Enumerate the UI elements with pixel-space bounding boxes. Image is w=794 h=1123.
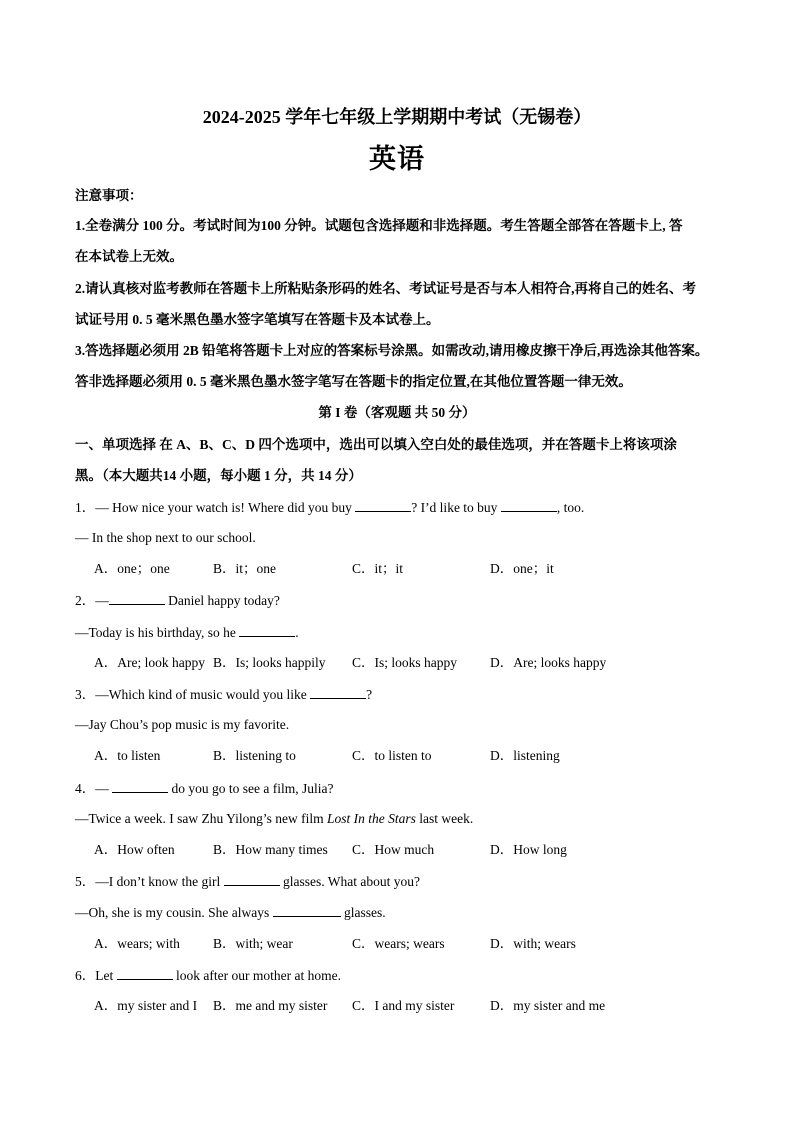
question-3-option-d: D．listening	[490, 748, 560, 763]
question-5-option-c: C．wears; wears	[352, 936, 445, 951]
section1-instructions-line-2: 黑。（本大题共14 小题，每小题 1 分，共 14 分）	[75, 468, 362, 483]
question-6-option-b: B．me and my sister	[213, 998, 328, 1013]
question-1-text-b: ? I’d like to buy	[411, 500, 501, 515]
question-5-option-d: D．with; wears	[490, 936, 576, 951]
question-6-stem	[75, 965, 725, 986]
question-4-option-c: C．How much	[352, 842, 435, 857]
answer-blank	[273, 902, 341, 917]
question-4-text-a: 4．—	[75, 781, 113, 796]
question-2-text-a: 2．—	[75, 593, 109, 608]
section1-instructions-line-1: 一、单项选择 在 A、B、C、D 四个选项中，选出可以填入空白处的最佳选项，并在答题卡上将该项涂	[75, 437, 677, 452]
question-3-option-a: A．to listen	[94, 748, 161, 763]
question-1-option-c: C．it；it	[352, 561, 404, 576]
question-3-text-b: ?	[366, 687, 373, 702]
question-6-option-a: A．my sister and I	[94, 998, 198, 1013]
question-5-option-b: B．with; wear	[213, 936, 293, 951]
question-2-reply-text-b: .	[295, 625, 299, 640]
note-3-line-1: 3.答选择题必须用 2B 铅笔将答题卡上对应的答案标号涂黑。如需改动,请用橡皮擦干净后,再选涂其他答案。	[75, 343, 709, 358]
note-2-line-2: 试证号用 0. 5 毫米黑色墨水签字笔填写在答题卡及本试卷上。	[75, 312, 440, 327]
question-1-text-a: 1．— How nice your watch is! Where did you buy	[75, 500, 356, 515]
film-title: Lost In the Stars	[327, 811, 416, 826]
question-4-reply	[75, 809, 725, 829]
note-1-line-1: 1.全卷满分 100 分。考试时间为100 分钟。试题包含选择题和非选择题。考生答题全部答在答题卡上, 答	[75, 218, 683, 233]
question-2-option-a: A．Are; look happy	[94, 655, 205, 670]
question-6-option-d: D．my sister and me	[490, 998, 606, 1013]
question-2-reply	[75, 622, 725, 643]
question-5-option-a: A．wears; with	[94, 936, 180, 951]
question-2-text-b: Daniel happy today?	[164, 593, 280, 608]
question-5-reply-text-a: —Oh, she is my cousin. She always	[75, 905, 273, 920]
subject-title: 英语	[369, 144, 425, 174]
question-3-stem	[75, 684, 725, 705]
question-3-option-c: C．to listen to	[352, 748, 432, 763]
question-4-reply-text-a: —Twice a week. I saw Zhu Yilong’s new film	[75, 811, 327, 826]
exam-title: 2024-2025 学年七年级上学期期中考试（无锡卷）	[202, 107, 592, 127]
question-3-text-a: 3．—Which kind of music would you like	[75, 687, 311, 702]
question-2-stem	[75, 590, 725, 611]
note-1-line-2: 在本试卷上无效。	[75, 249, 183, 264]
question-6-text-b: look after our mother at home.	[172, 968, 341, 983]
question-5-text-b: glasses. What about you?	[279, 874, 420, 889]
question-2-option-d: D．Are; looks happy	[490, 655, 607, 670]
question-2-reply-text-a: —Today is his birthday, so he	[75, 625, 240, 640]
question-1-option-b: B．it；one	[213, 561, 276, 576]
question-1-option-d: D．one；it	[490, 561, 554, 576]
question-2-option-b: B．Is; looks happily	[213, 655, 326, 670]
question-3-reply: —Jay Chou’s pop music is my favorite.	[75, 717, 290, 732]
question-5-stem	[75, 871, 725, 892]
question-4-option-d: D．How long	[490, 842, 567, 857]
question-5-reply-text-b: glasses.	[340, 905, 386, 920]
question-1-stem	[75, 497, 725, 518]
question-3-option-b: B．listening to	[213, 748, 296, 763]
answer-blank	[501, 497, 557, 512]
answer-blank	[239, 622, 295, 637]
answer-blank	[310, 684, 366, 699]
question-4-option-b: B．How many times	[213, 842, 328, 857]
question-6-option-c: C．I and my sister	[352, 998, 455, 1013]
question-5-text-a: 5．—I don’t know the girl	[75, 874, 224, 889]
question-2-option-c: C．Is; looks happy	[352, 655, 458, 670]
note-2-line-1: 2.请认真核对监考教师在答题卡上所粘贴条形码的姓名、考试证号是否与本人相符合,再将自己的姓名、考	[75, 281, 696, 296]
question-6-text-a: 6．Let	[75, 968, 117, 983]
question-1-reply: — In the shop next to our school.	[75, 530, 256, 545]
answer-blank	[224, 871, 280, 886]
question-4-stem	[75, 778, 725, 799]
note-3-line-2: 答非选择题必须用 0. 5 毫米黑色墨水签字笔写在答题卡的指定位置,在其他位置答题一律无效。	[75, 374, 632, 389]
question-1-option-a: A．one；one	[94, 561, 170, 576]
question-4-option-a: A．How often	[94, 842, 175, 857]
answer-blank	[112, 778, 168, 793]
question-4-reply-text-b: last week.	[415, 811, 474, 826]
answer-blank	[109, 590, 165, 605]
question-4-text-b: do you go to see a film, Julia?	[168, 781, 334, 796]
part1-heading: 第 I 卷（客观题 共 50 分）	[318, 405, 476, 420]
question-5-reply	[75, 902, 725, 923]
notes-heading: 注意事项：	[75, 188, 143, 203]
answer-blank	[355, 497, 411, 512]
answer-blank	[117, 965, 173, 980]
question-1-text-c: , too.	[556, 500, 585, 515]
